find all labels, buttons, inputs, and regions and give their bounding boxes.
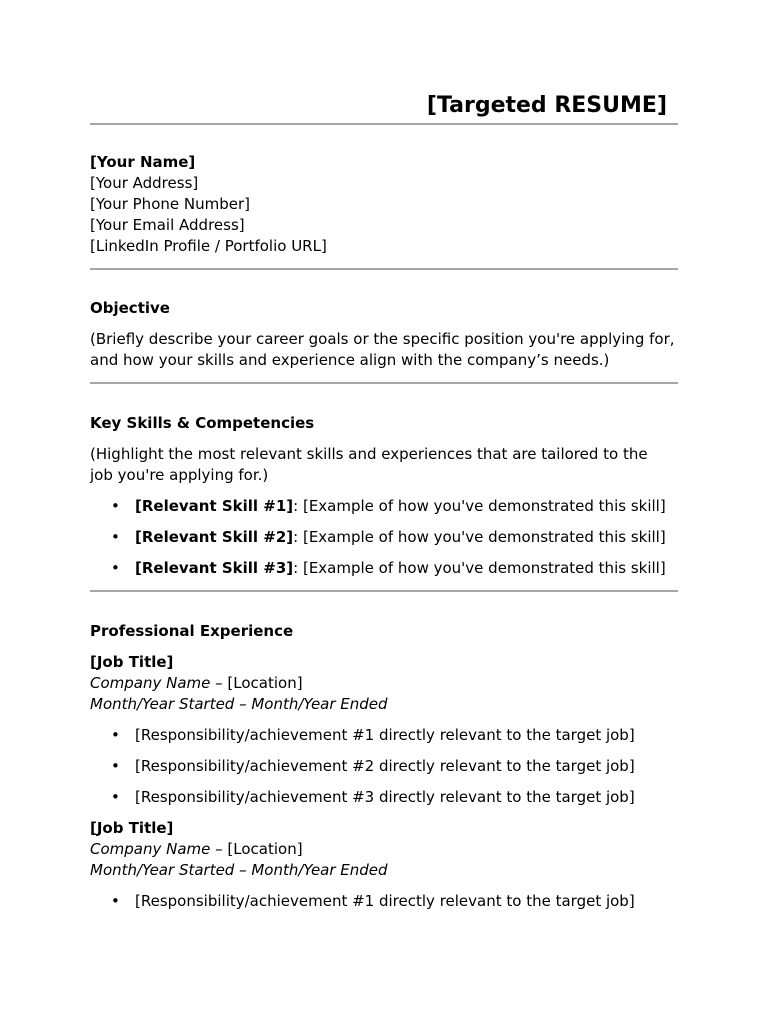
divider xyxy=(90,382,678,384)
job-location: – [Location] xyxy=(210,674,303,692)
experience-heading: Professional Experience xyxy=(90,622,294,640)
bullet-icon: • xyxy=(111,892,120,910)
skill-label: [Relevant Skill #2] xyxy=(135,528,294,546)
document-title: [Targeted RESUME] xyxy=(426,93,667,118)
divider xyxy=(90,123,678,125)
job-responsibility: [Responsibility/achievement #1 directly relevant to the target job] xyxy=(135,726,635,744)
skills-heading: Key Skills & Competencies xyxy=(90,414,315,432)
objective-text-line: (Briefly describe your career goals or the specific position you're applying for, xyxy=(90,330,675,348)
job-company-line xyxy=(90,839,303,860)
contact-address: [Your Address] xyxy=(90,174,199,192)
divider xyxy=(90,590,678,592)
bullet-icon: • xyxy=(111,726,120,744)
bullet-icon: • xyxy=(111,528,120,546)
objective-text-line: and how your skills and experience align with the company’s needs.) xyxy=(90,351,610,369)
bullet-icon: • xyxy=(111,559,120,577)
job-location: – [Location] xyxy=(210,840,303,858)
skill-description: : [Example of how you've demonstrated this skill] xyxy=(293,497,666,515)
contact-email: [Your Email Address] xyxy=(90,216,245,234)
objective-heading: Objective xyxy=(90,299,170,317)
bullet-icon: • xyxy=(111,497,120,515)
job-responsibility: [Responsibility/achievement #2 directly relevant to the target job] xyxy=(135,757,635,775)
contact-phone: [Your Phone Number] xyxy=(90,195,250,213)
skill-item xyxy=(135,527,666,548)
skill-description: : [Example of how you've demonstrated this skill] xyxy=(293,528,666,546)
job-responsibility: [Responsibility/achievement #1 directly relevant to the target job] xyxy=(135,892,635,910)
skill-description: : [Example of how you've demonstrated this skill] xyxy=(293,559,666,577)
bullet-icon: • xyxy=(111,788,120,806)
skill-item xyxy=(135,496,666,517)
job-title: [Job Title] xyxy=(90,653,174,671)
skill-item xyxy=(135,558,666,579)
skill-label: [Relevant Skill #1] xyxy=(135,497,294,515)
divider xyxy=(90,268,678,270)
job-dates: Month/Year Started – Month/Year Ended xyxy=(90,861,388,879)
skill-label: [Relevant Skill #3] xyxy=(135,559,294,577)
company-name: Company Name xyxy=(90,840,211,858)
bullet-icon: • xyxy=(111,757,120,775)
job-company-line xyxy=(90,673,303,694)
job-title: [Job Title] xyxy=(90,819,174,837)
job-responsibility: [Responsibility/achievement #3 directly relevant to the target job] xyxy=(135,788,635,806)
contact-name: [Your Name] xyxy=(90,153,196,171)
skills-intro-line: job you're applying for.) xyxy=(90,466,269,484)
skills-intro-line: (Highlight the most relevant skills and experiences that are tailored to the xyxy=(90,445,648,463)
contact-linkedin: [LinkedIn Profile / Portfolio URL] xyxy=(90,237,327,255)
company-name: Company Name xyxy=(90,674,211,692)
job-dates: Month/Year Started – Month/Year Ended xyxy=(90,695,388,713)
